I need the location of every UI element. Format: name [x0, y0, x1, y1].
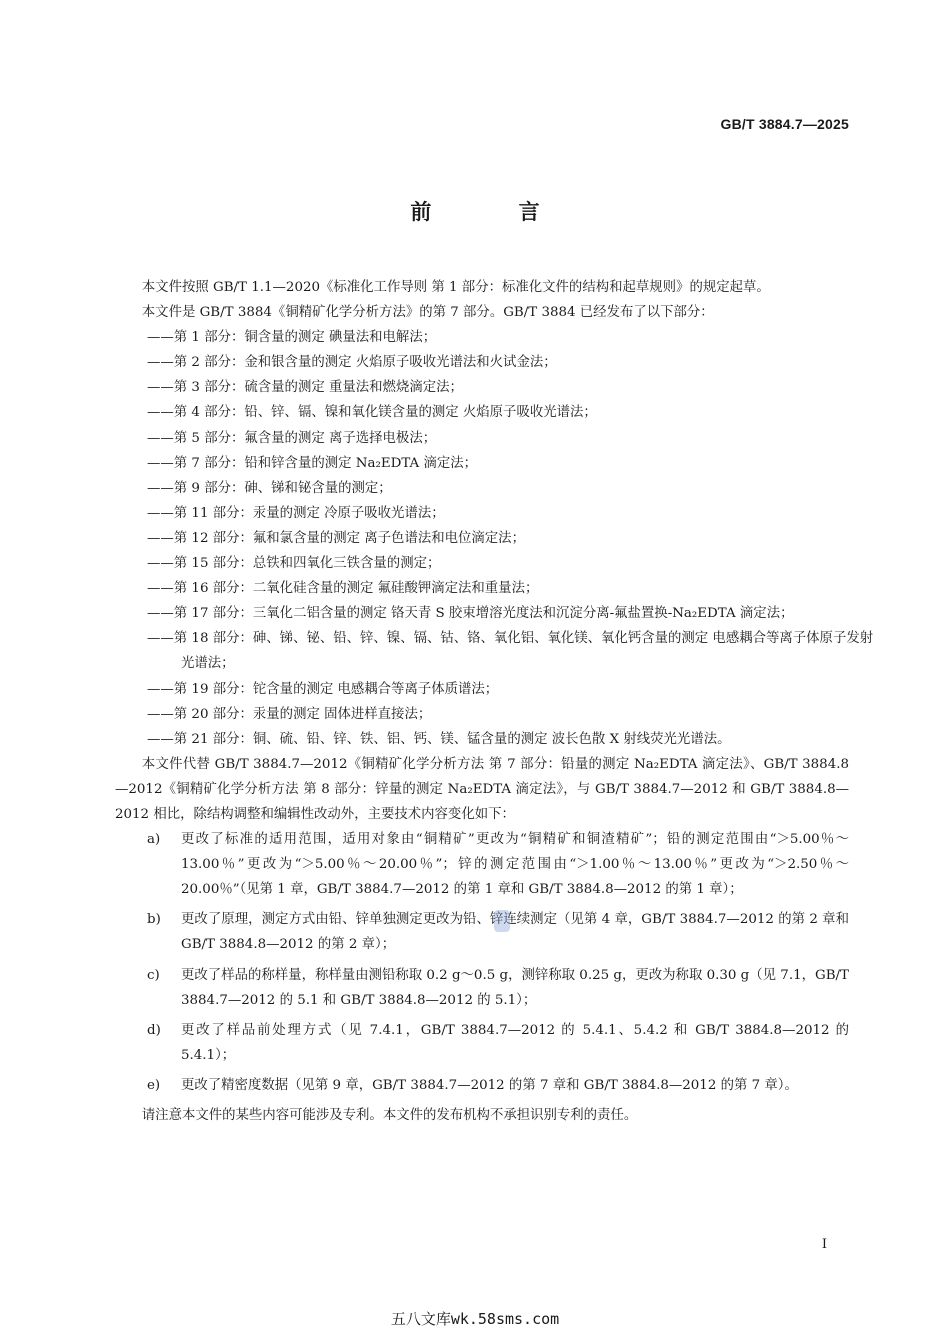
page-title: 前 言	[410, 200, 580, 224]
replacement-paragraph: 本文件代替 GB/T 3884.7—2012《铜精矿化学分析方法 第 7 部分：铅量的测定 Na₂EDTA 滴定法》、GB/T 3884.8—2012《铜精矿化学分析方法 第 8 部分：锌量的测定 Na₂EDTA 滴定法》，与 GB/T 3884.7—2012 和 GB/T 3884.8—2012 相比，除结构调整和编辑性改动外，主要技术内容变化如下：	[115, 756, 849, 822]
part-item: ——第 16 部分：二氧化硅含量的测定 氟硅酸钾滴定法和重量法；	[147, 581, 539, 597]
part-item: ——第 4 部分：铅、锌、镉、镍和氧化镁含量的测定 火焰原子吸收光谱法；	[147, 405, 597, 421]
part-item: ——第 15 部分：总铁和四氧化三铁含量的测定；	[147, 556, 441, 572]
part-item: ——第 1 部分：铜含量的测定 碘量法和电解法；	[147, 330, 437, 346]
foreword-body	[115, 275, 874, 1128]
part-item: ——第 19 部分：铊含量的测定 电感耦合等离子体质谱法；	[147, 681, 499, 697]
change-text: 更改了精密度数据（见第 9 章，GB/T 3884.7—2012 的第 7 章和 GB/T 3884.8—2012 的第 7 章）。	[181, 1077, 798, 1093]
intro-paragraph: 本文件按照 GB/T 1.1—2020《标准化工作导则 第 1 部分：标准化文件的结构和起草规则》的规定起草。	[141, 280, 770, 295]
change-marker: b)	[147, 912, 161, 928]
part-item: ——第 9 部分：砷、锑和铋含量的测定；	[147, 480, 392, 496]
change-item	[115, 1018, 849, 1068]
change-text: 更改了样品前处理方式（见 7.4.1，GB/T 3884.7—2012 的 5.4.1、5.4.2 和 GB/T 3884.8—2012 的 5.4.1）；	[181, 1022, 849, 1063]
change-marker: e)	[147, 1077, 161, 1093]
change-marker: c)	[147, 967, 160, 983]
part-item: ——第 18 部分：砷、锑、铋、铅、锌、镍、镉、钴、铬、氧化铝、氧化镁、氧化钙含量的测定 电感耦合等离子体原子发射光谱法；	[147, 631, 874, 672]
change-item	[115, 827, 849, 902]
page-number: I	[821, 1237, 827, 1252]
patent-notice: 请注意本文件的某些内容可能涉及专利。本文件的发布机构不承担识别专利的责任。	[141, 1108, 638, 1123]
change-item	[115, 907, 849, 957]
footer-site-link[interactable]: 五八文库wk.58sms.com	[390, 1310, 560, 1328]
part-item: ——第 2 部分：金和银含量的测定 火焰原子吸收光谱法和火试金法；	[147, 355, 557, 371]
change-text: 更改了标准的适用范围，适用对象由“铜精矿”更改为“铜精矿和铜渣精矿”；铅的测定范围由“＞5.00％～13.00％”更改为“＞5.00％～20.00％”；锌的测定范围由“＞1.00％～13.00％”更改为“＞2.50％～20.00％”（见第 1 章，GB/T 3884.7—2012 的第 1 章和 GB/T 3884.8—2012 的第 1 章）；	[181, 832, 849, 898]
part-item: ——第 5 部分：氟含量的测定 离子选择电极法；	[147, 430, 437, 446]
changes-list	[115, 827, 849, 1098]
part-item: ——第 17 部分：三氧化二铝含量的测定 铬天青 S 胶束增溶光度法和沉淀分离-氟盐置换-Na₂EDTA 滴定法；	[147, 606, 794, 622]
part-item: ——第 12 部分：氟和氯含量的测定 离子色谱法和电位滴定法；	[147, 530, 525, 546]
part-item: ——第 7 部分：铅和锌含量的测定 Na₂EDTA 滴定法；	[147, 455, 478, 471]
part-item: ——第 21 部分：铜、硫、铅、锌、铁、铝、钙、镁、锰含量的测定 波长色散 X 射线荧光光谱法。	[147, 731, 731, 747]
part-item: ——第 3 部分：硫含量的测定 重量法和燃烧滴定法；	[147, 380, 463, 396]
watermark-mark	[494, 910, 510, 932]
change-text: 更改了样品的称样量，称样量由测铅称取 0.2 g～0.5 g，测锌称取 0.25 g，更改为称取 0.30 g（见 7.1，GB/T 3884.7—2012 的 5.1 和 GB/T 3884.8—2012 的 5.1）；	[181, 967, 849, 1008]
part-item: ——第 11 部分：汞量的测定 冷原子吸收光谱法；	[147, 505, 445, 521]
intro-paragraph: 本文件是 GB/T 3884《铜精矿化学分析方法》的第 7 部分。GB/T 3884 已经发布了以下部分：	[141, 305, 714, 321]
change-marker: a)	[147, 832, 161, 848]
part-item: ——第 20 部分：汞量的测定 固体进样直接法；	[147, 706, 432, 722]
standard-code: GB/T 3884.7—2025	[720, 116, 849, 132]
change-item	[115, 1073, 849, 1098]
change-text: 更改了原理，测定方式由铅、锌单独测定更改为铅、锌连续测定（见第 4 章，GB/T 3884.7—2012 的第 2 章和 GB/T 3884.8—2012 的第 2 章）；	[181, 912, 849, 953]
parts-list	[115, 325, 874, 752]
change-marker: d)	[147, 1022, 161, 1038]
change-item	[115, 963, 849, 1013]
